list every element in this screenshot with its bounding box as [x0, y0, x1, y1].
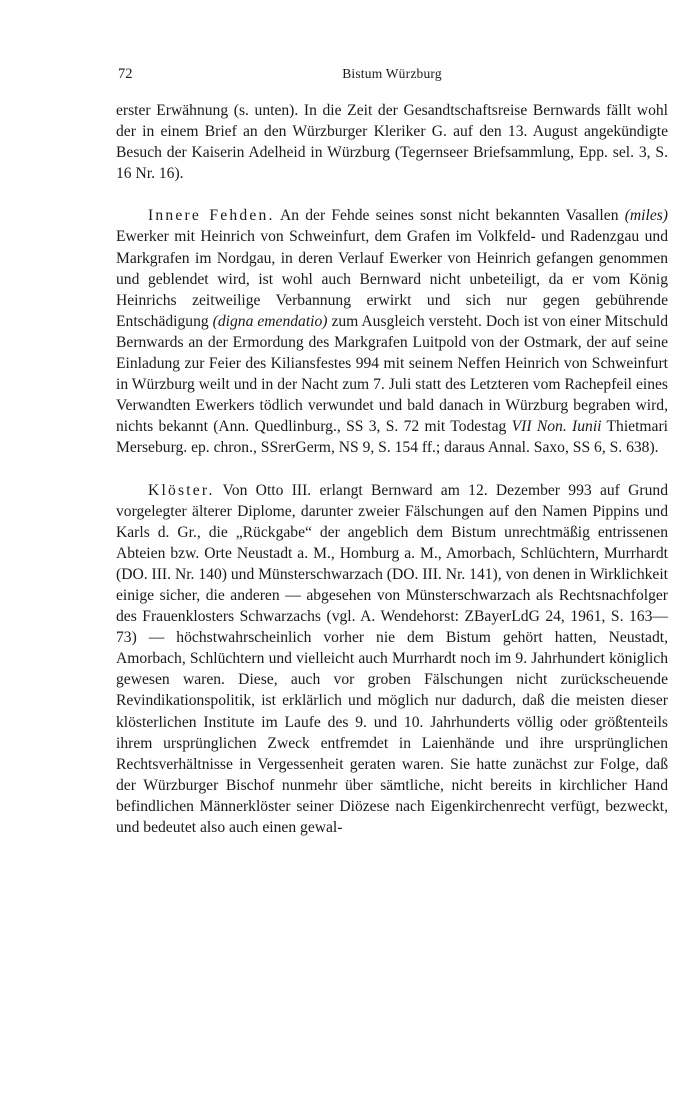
paragraph-text: Thietmari Merseburg. ep. chron., SSrerGerm, NS 9, S. 154 ff.; daraus Annal. Saxo, SS 6, S. 638). — [116, 418, 668, 457]
paragraph-text: An der Fehde seines sonst nicht bekannten Vasallen — [274, 207, 625, 225]
document-page — [116, 66, 668, 838]
running-title: Bistum Würzburg — [342, 66, 442, 81]
latin-term-miles: (miles) — [624, 207, 669, 225]
paragraph-kloester — [116, 480, 668, 839]
section-heading-kloester: Klöster. — [148, 481, 215, 499]
latin-date-vii-non-iunii: VII Non. Iunii — [511, 418, 602, 436]
running-header — [116, 66, 668, 90]
paragraph-innere-fehden — [116, 205, 668, 458]
page-number: 72 — [118, 66, 133, 82]
paragraph-continuation: erster Erwähnung (s. unten). In die Zeit der Gesandtschaftsreise Bernwards fällt wohl der in einem Brief an den Würzburger Kleriker G. auf den 13. August angekündigte Besuch der Kaiserin Adelheid in Würzburg (Tegernseer Briefsammlung, Epp. sel. 3, S. 16 Nr. 16). — [116, 102, 668, 183]
section-heading-innere-fehden: Innere Fehden. — [148, 207, 275, 225]
paragraph-text: Ewerker mit Heinrich von Schweinfurt, dem Grafen im Volkfeld- und Radenzgau und Markgrafen im Nordgau, in deren Verlauf Ewerker von Heinrich gefangen genommen und geblendet wird, ist wohl auch Bernward nicht unbeteiligt, da er vom König Heinrichs zeitweilige Verbannung erwirkt und sich nur gegen gebührende Entschädigung — [116, 228, 668, 330]
paragraph-text: Von Otto III. erlangt Bernward am 12. Dezember 993 auf Grund vorgelegter älterer Diplome, darunter zweier Fälschungen auf den Namen Pippins und Karls d. Gr., die „Rückgabe“ der angeblich dem Bistum unrechtmäßig entrissenen Abteien bzw. Orte Neustadt a. M., Homburg a. M., Amorbach, Schlüchtern, Murrhardt (DO. III. Nr. 140) und Münsterschwarzach (DO. III. Nr. 141), von denen in Wirklichkeit einige sicher, die anderen — abgesehen von Münsterschwarzach als Rechtsnachfolger des Frauenklosters Schwarzachs (vgl. A. Wendehorst: ZBayerLdG 24, 1961, S. 163—73) — höchstwahrscheinlich vorher nie dem Bistum gehört hatten, Neustadt, Amorbach, Schlüchtern und vielleicht auch Murrhardt noch im 9. Jahrhundert königlich gewesen waren. Diese, auch vor groben Fälschungen nicht zurückscheuende Revindikationspolitik, ist erklärlich und möglich nur dadurch, daß die meisten dieser klösterlichen Institute im Laufe des 9. und 10. Jahrhunderts völlig oder größtenteils ihrem ursprünglichen Zweck entfremdet in Laienhände und ihre ursprünglichen Rechtsverhältnisse in Vergessenheit geraten waren. Sie hatte zunächst zur Folge, daß der Würzburger Bischof nunmehr über sämtliche, nicht bereits in kirchlicher Hand befindlichen Männerklöster seiner Diözese nach Eigenkirchenrecht verfügt, bezweckt, und bedeutet also auch einen gewal- — [116, 481, 668, 836]
paragraph-text: zum Ausgleich versteht. Doch ist von einer Mitschuld Bernwards an der Ermordung des Markgrafen Luitpold von der Ostmark, der auf seine Einladung zur Feier des Kiliansfestes 994 mit seinem Neffen Heinrich von Schweinfurt in Würzburg weilt und in der Nacht zum 7. Juli statt des Letzteren vom Rachepfeil eines Verwandten Ewerkers tödlich verwundet und bald danach in Würzburg begraben wird, nichts bekannt (Ann. Quedlinburg., SS 3, S. 72 mit Todestag — [116, 312, 668, 436]
latin-term-digna-emendatio: (digna emendatio) — [212, 312, 328, 330]
